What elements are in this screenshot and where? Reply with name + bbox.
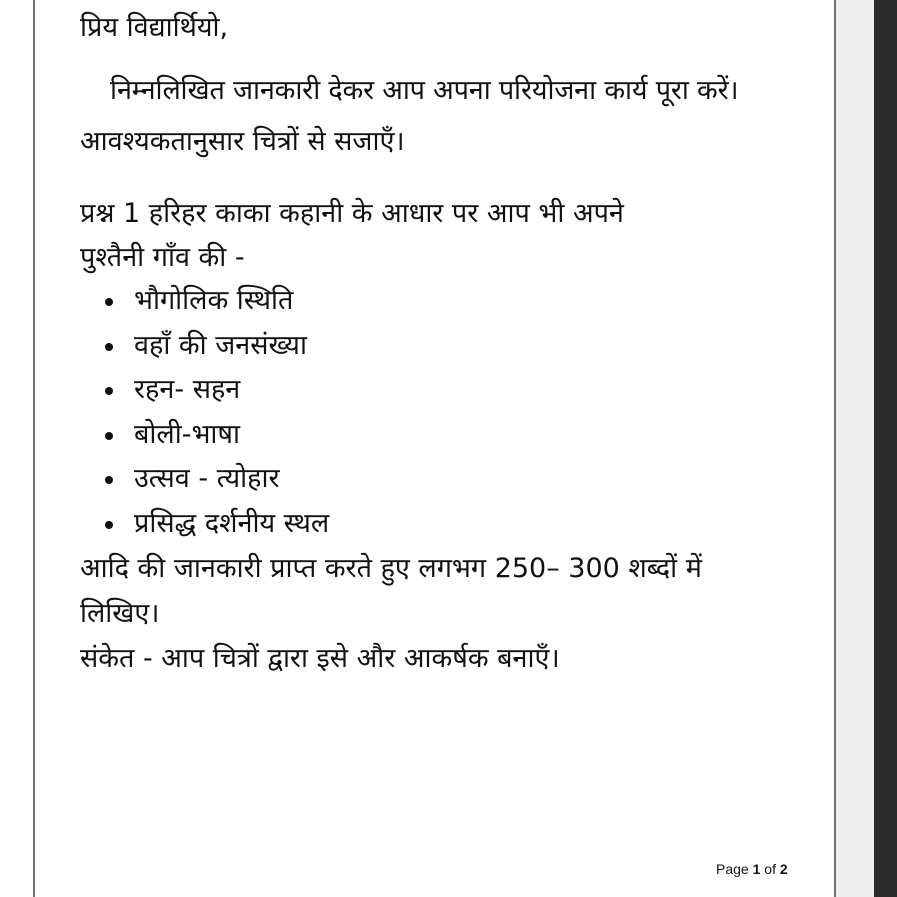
- bullet-text: प्रसिद्ध दर्शनीय स्थल: [134, 507, 330, 539]
- instruction-line-2: आवश्यकतानुसार चित्रों से सजाएँ।: [80, 126, 405, 157]
- greeting-text: प्रिय विद्यार्थियो,: [80, 12, 229, 43]
- question-line-2: पुश्तैनी गाँव की -: [80, 242, 245, 273]
- bullet-text: उत्सव - त्योहार: [134, 463, 280, 495]
- page-separator: of: [764, 861, 776, 877]
- hint-text: संकेत - आप चित्रों द्वारा इसे और आकर्षक बनाएँ।: [80, 643, 560, 674]
- list-item: [105, 283, 525, 328]
- bullet-text: वहाँ की जनसंख्या: [134, 329, 307, 361]
- bullet-icon: [105, 298, 113, 306]
- list-item: [105, 461, 525, 506]
- bullet-text: भौगोलिक स्थिति: [134, 285, 294, 316]
- bullet-icon: [105, 432, 113, 440]
- scrollbar[interactable]: [874, 0, 897, 897]
- list-item: [105, 328, 525, 373]
- page-prefix: Page: [716, 861, 749, 877]
- total-pages: 2: [779, 861, 788, 877]
- left-gutter: [0, 0, 33, 897]
- bullet-text: रहन- सहन: [134, 374, 241, 406]
- current-page: 1: [752, 861, 761, 877]
- bullet-icon: [105, 343, 113, 351]
- page-indicator: [716, 860, 788, 878]
- question-line-1: प्रश्न 1 हरिहर काका कहानी के आधार पर आप भी अपने: [80, 198, 624, 229]
- list-item: [105, 372, 525, 417]
- closing-line-2: लिखिए।: [80, 598, 160, 629]
- bullet-icon: [105, 476, 113, 484]
- list-item: [105, 417, 525, 462]
- bullet-text: बोली-भाषा: [134, 418, 241, 450]
- list-item: [105, 506, 525, 551]
- bullet-list: [105, 283, 525, 551]
- bullet-icon: [105, 387, 113, 395]
- closing-line-1: आदि की जानकारी प्राप्त करते हुए लगभग 250– 300 शब्दों में: [80, 553, 702, 584]
- instruction-line-1: निम्नलिखित जानकारी देकर आप अपना परियोजना कार्य पूरा करें।: [110, 75, 739, 106]
- right-gap: [836, 0, 874, 897]
- bullet-icon: [105, 521, 113, 529]
